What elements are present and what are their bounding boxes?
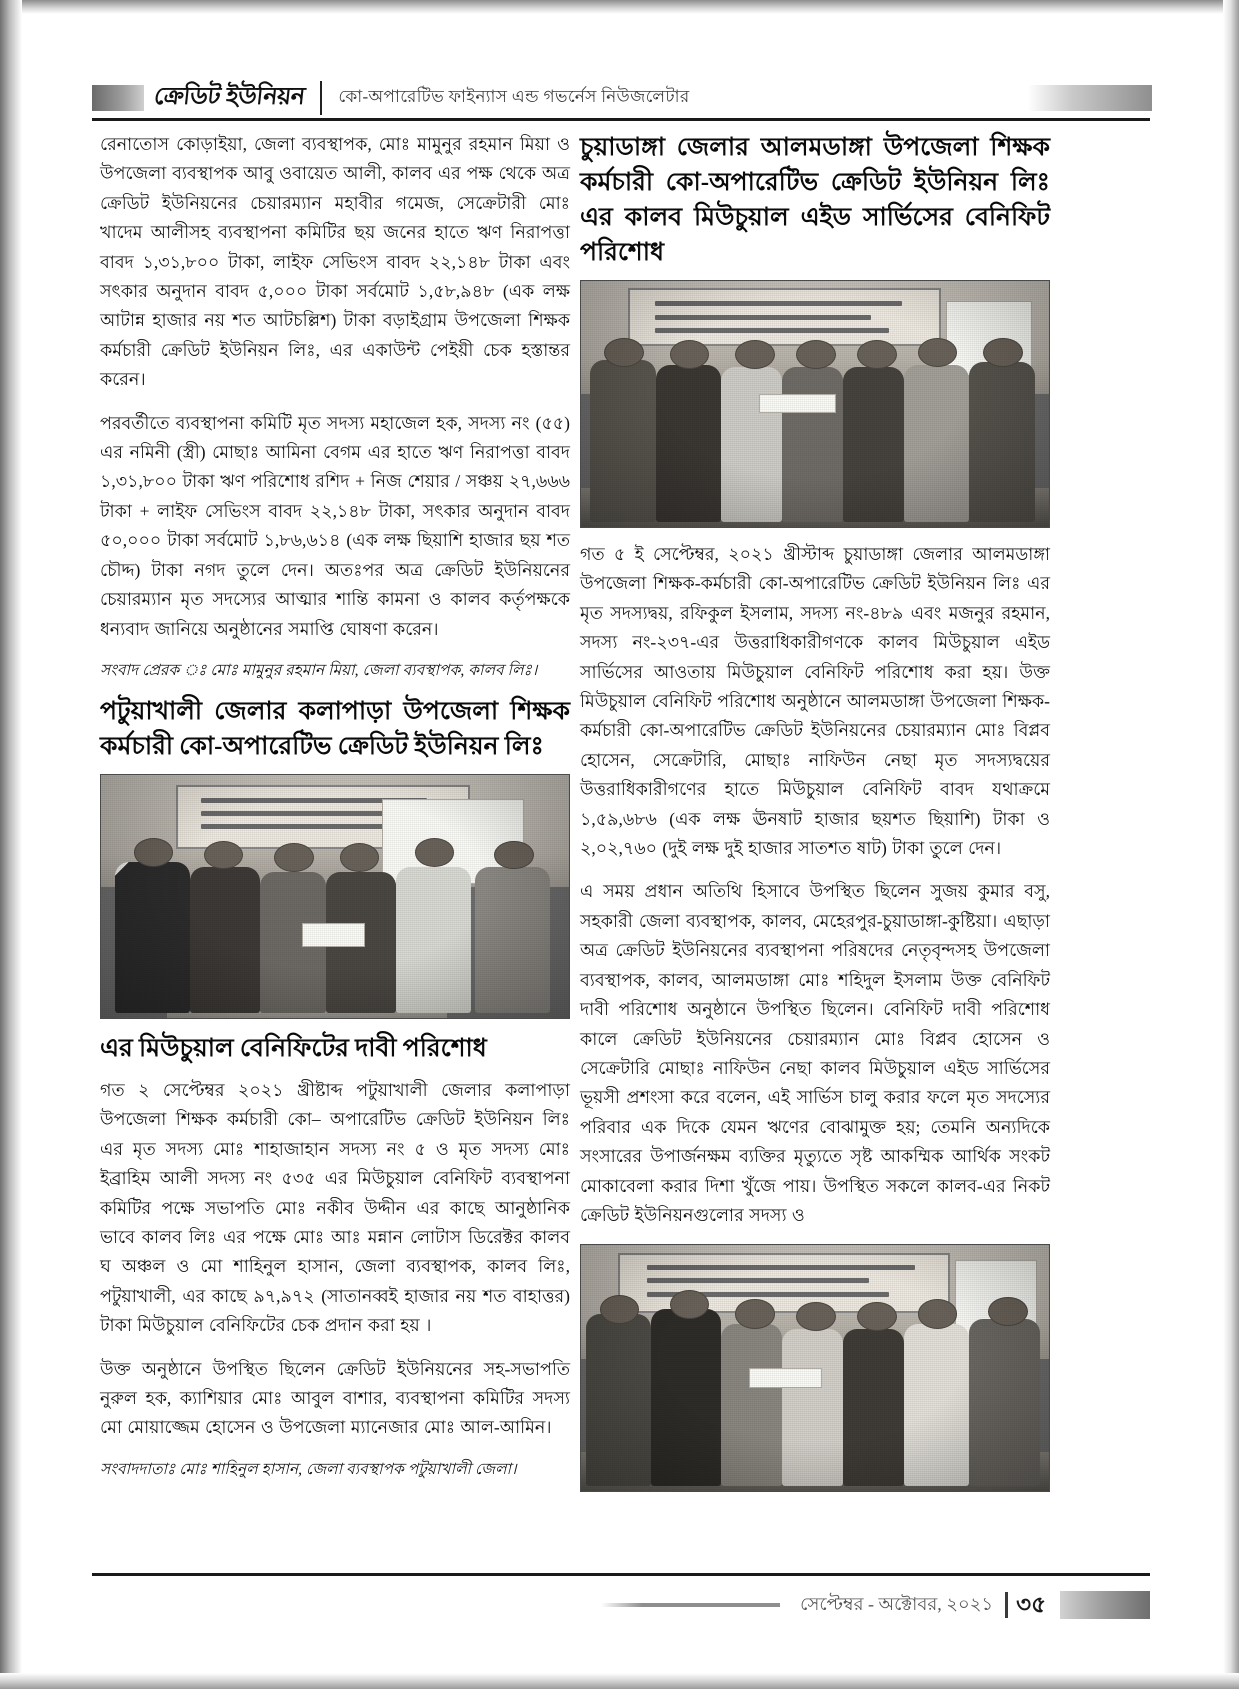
photo-person	[721, 367, 782, 522]
page-edge-top	[0, 0, 1239, 14]
photo-person-head	[988, 1297, 1027, 1326]
photo-person-head	[670, 1290, 709, 1319]
masthead-tail-swatch	[708, 85, 1152, 111]
footer-dash	[92, 1603, 780, 1607]
photo-person	[590, 360, 656, 522]
photo-cheque	[749, 1368, 821, 1387]
photo-person-head	[600, 1295, 639, 1324]
photo-person	[904, 365, 970, 522]
photo-person-head	[415, 838, 454, 867]
photo-person	[190, 867, 260, 1013]
publication-logo: ক্রেডিট ইউনিয়ন	[152, 83, 306, 110]
photo-person	[475, 867, 550, 1013]
footer-separator	[1005, 1592, 1008, 1618]
right-headline-1: চুয়াডাঙ্গা জেলার আলমডাঙ্গা উপজেলা শিক্ষক কর্মচারী কো-অপারেটিভ ক্রেডিট ইউনিয়ন লিঃ এর কালব মিউচুয়াল এইড সার্ভিসের বেনিফিট পরিশোধ	[580, 134, 1050, 266]
photo-person-head	[918, 1299, 957, 1328]
photo-person	[651, 1309, 721, 1486]
photo-person	[843, 367, 904, 522]
photo-person-head	[494, 841, 533, 870]
photo-person	[969, 1319, 1039, 1486]
right-paragraph-1: গত ৫ ই সেপ্টেম্বর, ২০২১ খ্রীস্টাব্দ চুয়াডাঙ্গা জেলার আলমডাঙ্গা উপজেলা শিক্ষক-কর্মচারী কো-অপারেটিভ ক্রেডিট ইউনিয়ন লিঃ এর মৃত সদস্যদ্বয়, রফিকুল ইসলাম, সদস্য নং-৪৮৯ এবং মজনুর রহমান, সদস্য নং-২৩৭-এর উত্তরাধিকারীগণকে কালব মিউচুয়াল এইড সার্ভিসের আওতায় মিউচুয়াল বেনিফিট পরিশোধ করা হয়। উক্ত মিউচুয়াল বেনিফিট পরিশোধ অনুষ্ঠানে আলমডাঙ্গা উপজেলা শিক্ষক-কর্মচারী কো-অপারেটিভ ক্রেডিট ইউনিয়নের চেয়ারম্যান মোঃ বিপ্লব হোসেন, সেক্রেটারি, মোছাঃ নাফিউন নেছা মৃত সদস্যদ্বয়ের উত্তরাধিকারীগণের হাতে মিউচুয়াল বেনিফিট বাবদ যথাক্রমে ১,৫৯,৬৮৬ (এক লক্ষ ঊনষাট হাজার ছয়শত ছিয়াশি) টাকা ও ২,০২,৭৬০ (দুই লক্ষ দুই হাজার সাতশত ষাট) টাকা তুলে দেন।	[580, 544, 1050, 859]
photo-person-head	[857, 340, 896, 369]
photo-person-head	[340, 843, 379, 872]
photo-kalapara-cheque-handover	[100, 774, 570, 1019]
photo-banner	[628, 288, 941, 346]
page-edge-right	[1223, 0, 1239, 1689]
photo-person-head	[274, 843, 313, 872]
left-paragraph-1: রেনাতোস কোড়াইয়া, জেলা ব্যবস্থাপক, মোঃ মামুনুর রহমান মিয়া ও উপজেলা ব্যবস্থাপক আবু ওবায়েত আলী, কালব এর পক্ষ থেকে অত্র ক্রেডিট ইউনিয়নের চেয়ারম্যান মহাবীর গমেজ, সেক্রেটারী মোঃ খাদেম আলীসহ ব্যবস্থাপনা কমিটির ছয় জনের হাতে ঋণ নিরাপত্তা বাবদ ১,৩১,৮০০ টাকা, লাইফ সেভিংস বাবদ ২২,১৪৮ টাকা এবং সৎকার অনুদান বাবদ ৫,০০০ টাকা সর্বমোট ১,৫৮,৯৪৮ (এক লক্ষ আটান্ন হাজার নয় শত আটচল্লিশ) টাকা বড়াইগ্রাম উপজেলা শিক্ষক কর্মচারী ক্রেডিট ইউনিয়ন লিঃ, এর একাউন্ট পেইয়ী চেক হস্তান্তর করেন।	[100, 134, 570, 390]
footer-issue-date: সেপ্টেম্বর - অক্টোবর, ২০২১	[800, 1593, 994, 1614]
masthead-swatch	[92, 85, 144, 111]
photo-person	[586, 1314, 652, 1486]
photo-person	[782, 1329, 843, 1486]
photo-cheque	[302, 923, 365, 947]
page-edge-bottom	[0, 1673, 1239, 1689]
right-paragraph-2: এ সময় প্রধান অতিথি হিসাবে উপস্থিত ছিলেন সুজয় কুমার বসু, সহকারী জেলা ব্যবস্থাপক, কালব, মেহেরপুর-চুয়াডাঙ্গা-কুষ্টিয়া। এছাড়া অত্র ক্রেডিট ইউনিয়নের ব্যবস্থাপনা পরিষদের নেতৃবৃন্দসহ উপজেলা ব্যবস্থাপক, কালব, আলমডাঙ্গা মোঃ শহিদুল ইসলাম উক্ত বেনিফিট দাবী পরিশোধ অনুষ্ঠানে উপস্থিত ছিলেন। বেনিফিট দাবী পরিশোধ কালে ক্রেডিট ইউনিয়নের চেয়ারম্যান মোঃ বিপ্লব হোসেন ও সেক্রেটারি মোছাঃ নাফিউন নেছা কালব মিউচুয়াল এইড সার্ভিসের ভূয়সী প্রশংসা করে বলেন, এই সার্ভিস চালু করার ফলে মৃত সদস্যের পরিবার এক দিকে যেমন ঋণের বোঝামুক্ত হয়; তেমনি অন্যদিকে সংসারের উপার্জনক্ষম ব্যক্তির মৃত্যুতে সৃষ্ট আকম্মিক আর্থিক সংকট মোকাবেলা করার দিশা খুঁজে পায়। উপস্থিত সকলে কালব-এর নিকট ক্রেডিট ইউনিয়নগুলোর সদস্য ও	[580, 881, 1050, 1225]
footer-swatch	[1060, 1591, 1150, 1619]
photo-person-head	[735, 1299, 774, 1328]
page-edge-left	[0, 0, 22, 1689]
photo-person	[721, 1324, 782, 1486]
left-headline-2: এর মিউচুয়াল বেনিফিটের দাবী পরিশোধ	[100, 1034, 487, 1062]
photo-person-head	[604, 338, 643, 367]
photo-person-head	[796, 1302, 835, 1331]
photo-person-head	[983, 338, 1022, 367]
masthead-divider	[320, 81, 322, 115]
photo-person	[969, 362, 1035, 522]
left-byline-2: সংবাদদাতাঃ মোঃ শাহিনুল হাসান, জেলা ব্যবস্থাপক পটুয়াখালী জেলা।	[100, 1460, 517, 1478]
right-column	[580, 130, 1050, 1504]
header-rule	[92, 118, 1150, 121]
photo-person-head	[857, 1302, 896, 1331]
photo-person	[396, 867, 471, 1013]
photo-person-head	[796, 340, 835, 369]
photo-person-head	[134, 838, 173, 867]
photo-alamdanga-benefit-handover-2	[580, 1244, 1050, 1492]
photo-person-head	[918, 338, 957, 367]
publication-subtitle: কো-অপারেটিভ ফাইন্যাস এন্ড গভর্নেস নিউজলেটার	[338, 87, 690, 106]
photo-person-head	[735, 340, 774, 369]
left-byline-1: সংবাদ প্রেরক ঃ মোঃ মামুনুর রহমান মিয়া, জেলা ব্যবস্থাপক, কালব লিঃ।	[100, 661, 538, 679]
photo-cheque	[759, 394, 836, 413]
photo-person	[904, 1324, 970, 1486]
photo-person	[115, 862, 190, 1013]
photo-banner	[618, 1253, 950, 1314]
photo-person	[656, 365, 722, 522]
photo-person	[782, 367, 843, 522]
photo-person	[843, 1329, 904, 1486]
page-number: ৩৫	[1016, 1591, 1046, 1617]
masthead	[92, 78, 1152, 118]
footer	[92, 1584, 1150, 1626]
left-paragraph-3: গত ২ সেপ্টেম্বর ২০২১ খ্রীষ্টাব্দ পটুয়াখালী জেলার কলাপাড়া উপজেলা শিক্ষক কর্মচারী কো– অপারেটিভ ক্রেডিট ইউনিয়ন লিঃ এর মৃত সদস্য মোঃ শাহাজাহান সদস্য নং ৫ ও মৃত সদস্য মোঃ ইব্রাহিম আলী সদস্য নং ৫৩৫ এর মিউচুয়াল বেনিফিট ব্যবস্থাপনা কমিটির পক্ষে সভাপতি মোঃ নকীব উদ্দীন এর কাছে আনুষ্ঠানিক ভাবে কালব লিঃ এর পক্ষে মোঃ আঃ মন্নান লোটাস ডিরেক্টর কালব ঘ অঞ্চল ও মো শাহিনুল হাসান, জেলা ব্যবস্থাপক, কালব লিঃ, পটুয়াখালী, এর কাছে ৯৭,৯৭২ (সাতানব্বই হাজার নয় শত বাহাত্তর) টাকা মিউচুয়াল বেনিফিটের চেক প্রদান করা হয় ।	[100, 1079, 570, 1336]
left-headline-1: পটুয়াখালী জেলার কলাপাড়া উপজেলা শিক্ষক কর্মচারী কো-অপারেটিভ ক্রেডিট ইউনিয়ন লিঃ	[100, 697, 570, 760]
footer-rule	[92, 1573, 1150, 1576]
left-paragraph-2: পরবর্তীতে ব্যবস্থাপনা কমিটি মৃত সদস্য মহাজেল হক, সদস্য নং (৫৫) এর নমিনী (স্ত্রী) মোছাঃ আমিনা বেগম এর হাতে ঋণ নিরাপত্তা বাবদ ১,৩১,৮০০ টাকা ঋণ পরিশোধ রশিদ + নিজ শেয়ার / সঞ্চয় ২৭,৬৬৬ টাকা + লাইফ সেভিংস বাবদ ২২,১৪৮ টাকা, সৎকার অনুদান বাবদ ৫০,০০০ টাকা সর্বমোট ১,৮৬,৬১৪ (এক লক্ষ ছিয়াশি হাজার ছয় শত চৌদ্দ) টাকা নগদ তুলে দেন। অতঃপর অত্র ক্রেডিট ইউনিয়নের চেয়ারম্যান মৃত সদস্যের আত্মার শান্তি কামনা ও কালব কর্তৃপক্ষকে ধন্যবাদ জানিয়ে অনুষ্ঠানের সমাপ্তি ঘোষণা করেন।	[100, 412, 570, 639]
left-paragraph-4: উক্ত অনুষ্ঠানে উপস্থিত ছিলেন ক্রেডিট ইউনিয়নের সহ-সভাপতি নুরুল হক, ক্যাশিয়ার মোঃ আবুল বাশার, ব্যবস্থাপনা কমিটির সদস্য মো মোয়াজ্জেম হোসেন ও উপজেলা ম্যানেজার মোঃ আল-আমিন।	[100, 1358, 570, 1438]
left-column	[100, 130, 570, 1493]
photo-alamdanga-benefit-handover	[580, 280, 1050, 528]
